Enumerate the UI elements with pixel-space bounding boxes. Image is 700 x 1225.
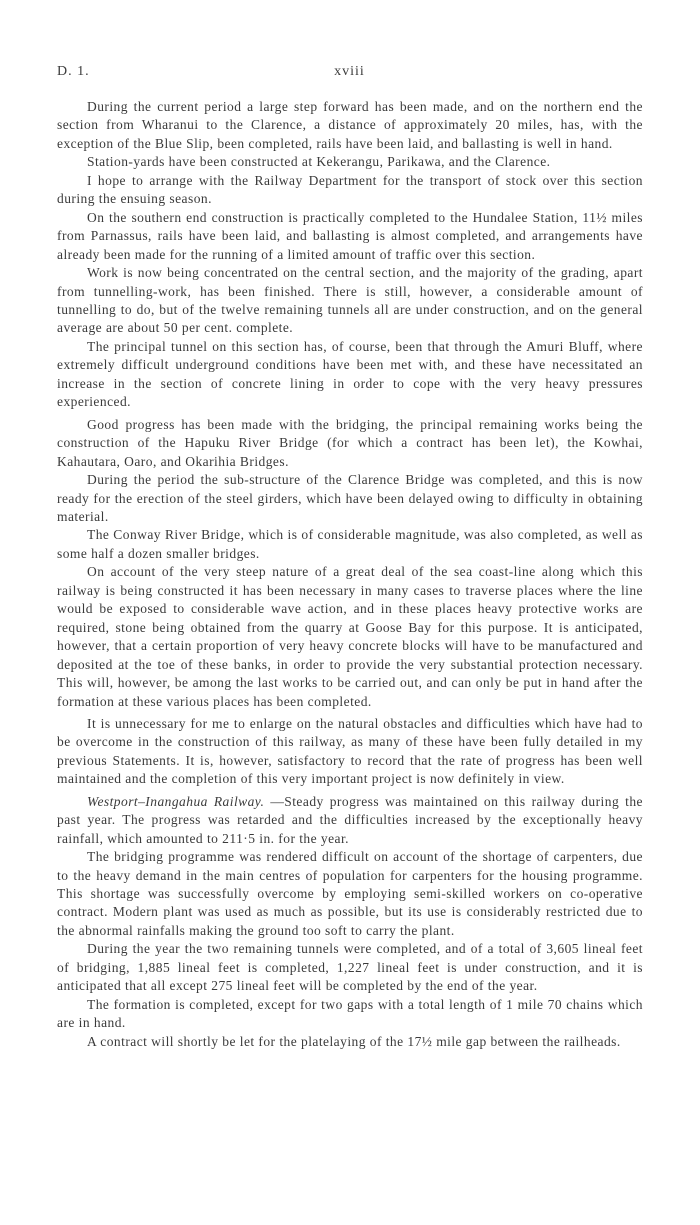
paragraph-bridging-progress: Good progress has been made with the bridging, the principal remaining works being the construction of the Hapuku River Bridge (for which a contract has been let), the Kowhai, Kahautara, Oaro, and Okarihia Bridges. [57, 416, 643, 469]
paragraph-natural-obstacles: It is unnecessary for me to enlarge on the natural obstacles and difficulties which have had to be overcome in the construction of this railway, as many of these have been fully detailed in my previous Statements. It is, however, satisfactory to record that the rate of progress has been well maintained and the completion of this very important project is now definitely in view. [57, 715, 643, 787]
paragraph-coastal-protection: On account of the very steep nature of a great deal of the sea coast-line along which this railway is being constructed it has been necessary in many cases to traverse places where the line would be exposed to considerable wave action, and in these places heavy protective works are required, stone being obtained from the quarry at Goose Bay for this purpose. It is anticipated, however, that a certain proportion of very heavy concrete blocks will have to be manufactured and deposited at the toe of these banks, in order to provide the very substantial protection necessary. This will, however, be among the last works to be carried out, and can only be put in hand after the formation at these various places has been completed. [57, 564, 643, 709]
section-heading: Westport–Inangahua Railway. [87, 793, 265, 809]
paragraph-northern-end: During the current period a large step forward has been made, and on the northern end the section from Wharanui to the Clarence, a distance of approximately 20 miles, has, with the exception of the Blue Slip, been completed, rails have been laid, and ballasting is well in hand. [57, 99, 643, 151]
paragraph-westport-inangahua [57, 793, 643, 848]
document-reference: D. 1. [57, 64, 90, 79]
paragraph-station-yards: Station-yards have been constructed at Kekerangu, Parikawa, and the Clarence. [87, 154, 551, 170]
paragraph-conway-bridge: The Conway River Bridge, which is of considerable magnitude, was also completed, as well as some half a dozen smaller bridges. [57, 527, 643, 561]
paragraph-tunnels-bridging: During the year the two remaining tunnels were completed, and of a total of 3,605 lineal feet of bridging, 1,885 lineal feet is completed, 1,227 lineal feet is under construction, and it is anticipated that all except 275 lineal feet will be completed by the end of the year. [57, 941, 643, 994]
paragraph-bridging-programme: The bridging programme was rendered difficult on account of the shortage of carpenters, due to the heavy demand in the main centres of population for carpenters for the housing programme. This shortage was successfully overcome by employing semi-skilled workers on co-operative contract. Modern plant was used as much as possible, but its use is considerably restricted due to the abnormal rainfalls making the ground too soft to carry the plant. [57, 849, 643, 938]
paragraph-southern-end: On the southern end construction is practically completed to the Hundalee Station, 11½ miles from Parnassus, rails have been laid, and ballasting is almost completed, and arrangements have already been made for the running of a limited amount of traffic over this section. [57, 209, 643, 262]
paragraph-stock-transport: I hope to arrange with the Railway Department for the transport of stock over this section during the ensuing season. [57, 172, 643, 207]
paragraph-clarence-bridge: During the period the sub-structure of the Clarence Bridge was completed, and this is now ready for the erection of the steel girders, which have been delayed owing to difficulty in obtaining material. [57, 472, 643, 524]
body-text [57, 98, 643, 1051]
section-lead: —Steady progress was maintained on this railway during the past year. The progress was retarded and the difficulties increased by the exceptionally heavy rainfall, which amounted to 211·5 in. for the year. [57, 793, 643, 846]
page-header [57, 64, 642, 84]
paragraph-platelaying-contract: A contract will shortly be let for the platelaying of the 17½ mile gap between the railheads. [87, 1033, 621, 1049]
page-number: xviii [334, 64, 365, 79]
paragraph-central-section: Work is now being concentrated on the central section, and the majority of the grading, apart from tunnelling-work, has been finished. There is still, however, a considerable amount of tunnelling to do, but of the twelve remaining tunnels all are under construction, and on the general average are about 50 per cent. complete. [57, 265, 643, 336]
paragraph-amuri-bluff-tunnel: The principal tunnel on this section has, of course, been that through the Amuri Bluff, where extremely difficult underground conditions have been met with, and these have necessitated an increase in the section of concrete lining in order to cope with the very heavy pressures experienced. [57, 338, 643, 410]
paragraph-formation: The formation is completed, except for two gaps with a total length of 1 mile 70 chains which are in hand. [57, 996, 643, 1031]
